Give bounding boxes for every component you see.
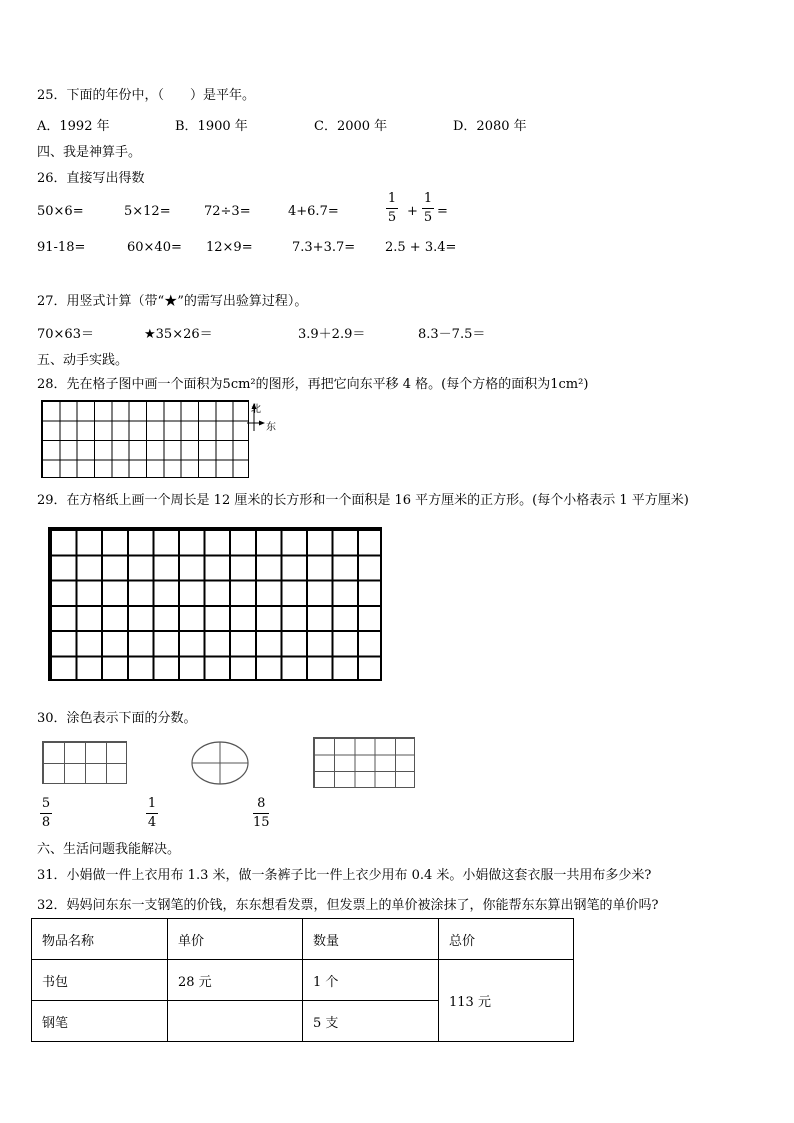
compass-east-label: 东 <box>266 422 276 433</box>
q30-fraction-8-15 <box>253 797 270 830</box>
plus-sign: + <box>407 204 418 219</box>
q30-rect-grid-5x3[interactable] <box>313 737 415 788</box>
fraction-bar <box>422 208 434 209</box>
quantity-cell: 1 个 <box>303 960 439 1001</box>
q27-item: 8.3－7.5＝ <box>418 327 486 342</box>
section6-title: 六、生活问题我能解决。 <box>37 842 181 857</box>
unit-price-cell[interactable] <box>168 1001 303 1042</box>
q27-item: ★35×26＝ <box>144 327 213 342</box>
q30-fraction-1-4 <box>146 797 158 830</box>
fraction-denominator: 4 <box>147 815 157 830</box>
q26-calc: 12×9= <box>206 240 253 255</box>
q29-grid-paper[interactable] <box>48 527 382 681</box>
fraction-numerator: 1 <box>387 191 397 206</box>
q32-stem: 32．妈妈问东东一支钢笔的价钱，东东想看发票，但发票上的单价被涂抹了，你能帮东东算出钢笔的单价吗? <box>37 898 659 913</box>
q26-fraction-2 <box>422 192 434 225</box>
table-header-cell: 单价 <box>168 919 303 960</box>
q26-calc: 4+6.7= <box>288 204 339 219</box>
table-row <box>32 960 574 1001</box>
item-name-cell: 钢笔 <box>32 1001 168 1042</box>
fraction-denominator: 8 <box>41 815 51 830</box>
quantity-cell: 5 支 <box>303 1001 439 1042</box>
table-header-row <box>32 919 574 960</box>
table-header-cell: 总价 <box>439 919 574 960</box>
fraction-denominator: 5 <box>387 210 397 225</box>
q26-calc: 91-18= <box>37 240 86 255</box>
table-header-cell: 物品名称 <box>32 919 168 960</box>
q31-stem: 31．小娟做一件上衣用布 1.3 米，做一条裤子比一件上衣少用布 0.4 米。小娟做这套衣服一共用布多少米? <box>37 868 652 883</box>
q26-calc: 50×6= <box>37 204 84 219</box>
q26-calc: 5×12= <box>124 204 171 219</box>
q28-stem: 28．先在格子图中画一个面积为5cm²的图形，再把它向东平移 4 格。(每个方格的面积为1cm²) <box>37 377 589 392</box>
q25-stem: 25．下面的年份中，（ ）是平年。 <box>37 88 256 103</box>
total-price-cell: 113 元 <box>439 960 574 1042</box>
fraction-bar <box>146 813 158 814</box>
fraction-numerator: 1 <box>423 191 433 206</box>
table-header-cell: 数量 <box>303 919 439 960</box>
unit-price-cell: 28 元 <box>168 960 303 1001</box>
q26-calc: 7.3+3.7= <box>292 240 356 255</box>
q26-calc: 72÷3= <box>204 204 251 219</box>
q26-fraction-1 <box>386 192 398 225</box>
q30-fraction-5-8 <box>40 797 52 830</box>
q25-option-b: B．1900 年 <box>175 119 248 134</box>
q25-option-a: A．1992 年 <box>37 119 110 134</box>
q28-grid-paper[interactable] <box>41 400 249 478</box>
q26-calc: 2.5 + 3.4= <box>385 240 457 255</box>
fraction-denominator: 15 <box>253 815 270 830</box>
fraction-bar <box>253 813 269 814</box>
fraction-bar <box>386 208 398 209</box>
fraction-bar <box>40 813 52 814</box>
invoice-table <box>31 918 574 1042</box>
q29-stem: 29．在方格纸上画一个周长是 12 厘米的长方形和一个面积是 16 平方厘米的正方形。(每个小格表示 1 平方厘米) <box>37 493 689 508</box>
equals-sign: = <box>437 204 448 219</box>
q26-stem: 26．直接写出得数 <box>37 171 145 186</box>
section5-title: 五、动手实践。 <box>37 353 129 368</box>
item-name-cell: 书包 <box>32 960 168 1001</box>
q30-circle-quarters[interactable] <box>190 740 250 786</box>
q30-stem: 30．涂色表示下面的分数。 <box>37 711 197 726</box>
q26-calc: 60×40= <box>127 240 182 255</box>
q27-item: 3.9＋2.9＝ <box>298 327 366 342</box>
fraction-denominator: 5 <box>423 210 433 225</box>
q30-rect-grid-4x2[interactable] <box>42 741 127 784</box>
q27-item: 70×63＝ <box>37 327 94 342</box>
q25-option-d: D．2080 年 <box>453 119 527 134</box>
fraction-numerator: 1 <box>147 796 157 811</box>
fraction-numerator: 8 <box>257 796 266 811</box>
q25-option-c: C．2000 年 <box>314 119 388 134</box>
fraction-numerator: 5 <box>41 796 51 811</box>
compass-north-label: 北 <box>251 404 261 415</box>
q27-stem: 27．用竖式计算（带“★”的需写出验算过程）。 <box>37 294 308 309</box>
section4-title: 四、我是神算手。 <box>37 145 142 160</box>
